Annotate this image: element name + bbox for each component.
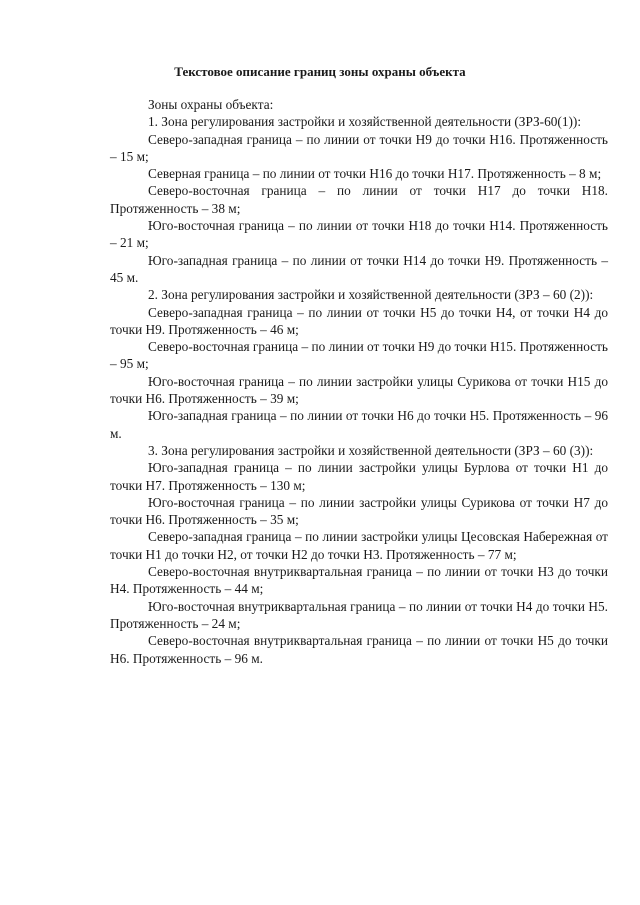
paragraph: Северо-восточная граница – по линии от точки Н17 до точки Н18. Протяженность – 38 м; (110, 183, 608, 216)
paragraph: Юго-западная граница – по линии от точки Н6 до точки Н5. Протяженность – 96 м. (110, 408, 608, 441)
paragraph: Северо-западная граница – по линии от точки Н9 до точки Н16. Протяженность – 15 м; (110, 131, 608, 164)
paragraph: Северо-восточная внутриквартальная граница – по линии от точки Н5 до точки Н6. Протяженность – 96 м. (110, 633, 608, 666)
paragraph: Юго-западная граница – по линии от точки Н14 до точки Н9. Протяженность – 45 м. (110, 252, 608, 285)
document-title: Текстовое описание границ зоны охраны объекта (174, 64, 466, 79)
document-body (110, 96, 608, 667)
paragraph: Юго-восточная внутриквартальная граница – по линии от точки Н4 до точки Н5. Протяженность – 24 м; (110, 598, 608, 631)
paragraph: Северная граница – по линии от точки Н16 до точки Н17. Протяженность – 8 м; (148, 166, 602, 182)
paragraph: Юго-восточная граница – по линии застройки улицы Сурикова от точки Н7 до точки Н6. Протяженность – 35 м; (110, 494, 608, 528)
paragraph: Северо-восточная граница – по линии от точки Н9 до точки Н15. Протяженность – 95 м; (110, 339, 608, 372)
paragraph: Юго-западная граница – по линии застройки улицы Бурлова от точки Н1 до точки Н7. Протяженность – 130 м; (110, 460, 608, 493)
paragraph: Юго-восточная граница – по линии застройки улицы Сурикова от точки Н15 до точки Н6. Протяженность – 39 м; (110, 373, 608, 407)
paragraph: Северо-восточная внутриквартальная граница – по линии от точки Н3 до точки Н4. Протяженность – 44 м; (110, 564, 608, 597)
paragraph: Северо-западная граница – по линии от точки Н5 до точки Н4, от точки Н4 до точки Н9. Протяженность – 46 м; (110, 304, 608, 337)
paragraph-zone-1-heading: 1. Зона регулирования застройки и хозяйственной деятельности (ЗРЗ-60(1)): (148, 114, 582, 130)
paragraph: Северо-западная граница – по линии застройки улицы Цесовская Набережная от точки Н1 до точки Н2, от точки Н2 до точки Н3. Протяженность – 77 м; (110, 529, 608, 562)
paragraph-zones-intro: Зоны охраны объекта: (148, 97, 274, 112)
paragraph: Юго-восточная граница – по линии от точки Н18 до точки Н14. Протяженность – 21 м; (110, 218, 608, 251)
paragraph-zone-3-heading: 3. Зона регулирования застройки и хозяйственной деятельности (ЗРЗ – 60 (3)): (148, 442, 594, 458)
paragraph-zone-2-heading: 2. Зона регулирования застройки и хозяйственной деятельности (ЗРЗ – 60 (2)): (148, 287, 594, 303)
